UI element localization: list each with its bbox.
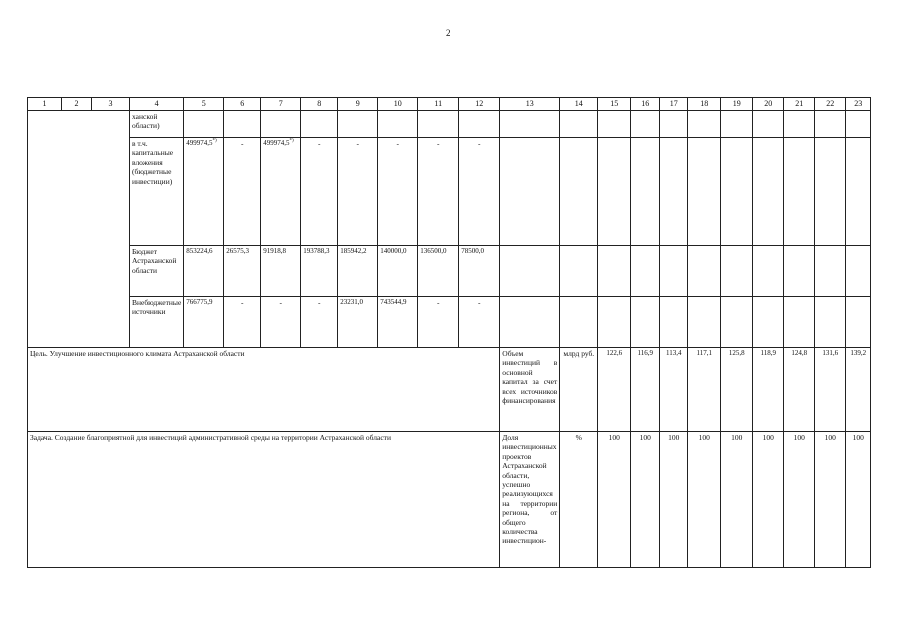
indicator-value: 139,2 xyxy=(846,348,871,432)
indicator-value: 100 xyxy=(598,432,631,568)
col-header: 17 xyxy=(660,98,688,111)
col-header: 9 xyxy=(338,98,378,111)
value-cell: 23231,0 xyxy=(338,297,378,348)
col-header: 13 xyxy=(500,98,560,111)
col-header: 3 xyxy=(92,98,130,111)
indicator-text: Объем инвестиций в основной капитал за счет всех источников финансирования xyxy=(500,348,560,432)
col-header: 4 xyxy=(130,98,184,111)
footnote-mark: *) xyxy=(212,138,217,144)
funding-source-label: Бюджет Астраханской области xyxy=(130,246,184,297)
col-header: 15 xyxy=(598,98,631,111)
value-cell: 853224,6 xyxy=(184,246,224,297)
funding-source-label: Внебюджетные источники xyxy=(130,297,184,348)
indicator-value: 100 xyxy=(721,432,753,568)
col-header: 18 xyxy=(688,98,721,111)
value-cell: - xyxy=(338,138,378,246)
col-header: 1 xyxy=(28,98,62,111)
table-row xyxy=(28,138,871,246)
col-header: 19 xyxy=(721,98,753,111)
funding-source-label: в т.ч. капитальные вложения (бюджетные инвестиции) xyxy=(130,138,184,246)
unit-cell: млрд руб. xyxy=(560,348,598,432)
value-cell: 26575,3 xyxy=(224,246,261,297)
value-cell: - xyxy=(459,297,500,348)
goal-text: Цель. Улучшение инвестиционного климата Астраханской области xyxy=(28,348,500,432)
value-cell: 743544,9 xyxy=(378,297,418,348)
indicator-value: 118,9 xyxy=(753,348,784,432)
indicator-value: 100 xyxy=(660,432,688,568)
col-header: 2 xyxy=(62,98,92,111)
col-header: 20 xyxy=(753,98,784,111)
indicator-value: 100 xyxy=(784,432,815,568)
value-cell: - xyxy=(301,138,338,246)
indicator-value: 100 xyxy=(846,432,871,568)
column-number-row xyxy=(28,98,871,111)
col-header: 23 xyxy=(846,98,871,111)
col-header: 21 xyxy=(784,98,815,111)
funding-source-label: ханской области) xyxy=(130,111,184,138)
value-cell: - xyxy=(418,297,459,348)
indicator-text: Доля инвестиционных проектов Астраханской области, успешно реализующихся на территории региона, от общего количества инвестицион- xyxy=(500,432,560,568)
indicator-value: 125,8 xyxy=(721,348,753,432)
col-header: 11 xyxy=(418,98,459,111)
value-cell: 193788,3 xyxy=(301,246,338,297)
page-number: 2 xyxy=(446,28,451,38)
program-table xyxy=(27,97,871,568)
value-cell: - xyxy=(224,297,261,348)
value-cell: - xyxy=(418,138,459,246)
indicator-value: 100 xyxy=(631,432,660,568)
col-header: 8 xyxy=(301,98,338,111)
value-cell: - xyxy=(261,297,301,348)
task-row xyxy=(28,432,871,568)
col-header: 6 xyxy=(224,98,261,111)
value-cell: - xyxy=(301,297,338,348)
indicator-value: 113,4 xyxy=(660,348,688,432)
col-header: 5 xyxy=(184,98,224,111)
footnote-mark: *) xyxy=(289,138,294,144)
col-header: 14 xyxy=(560,98,598,111)
indicator-value: 100 xyxy=(753,432,784,568)
value-cell: - xyxy=(459,138,500,246)
col-header: 12 xyxy=(459,98,500,111)
col-header: 16 xyxy=(631,98,660,111)
value-cell: 499974,5 xyxy=(186,139,213,147)
table-row xyxy=(28,111,871,138)
indicator-value: 117,1 xyxy=(688,348,721,432)
value-cell: - xyxy=(224,138,261,246)
goal-row xyxy=(28,348,871,432)
unit-cell: % xyxy=(560,432,598,568)
value-cell: 766775,9 xyxy=(184,297,224,348)
task-text: Задача. Создание благоприятной для инвестиций административной среды на территории Астраханской области xyxy=(28,432,500,568)
value-cell: 140000,0 xyxy=(378,246,418,297)
indicator-value: 122,6 xyxy=(598,348,631,432)
indicator-value: 131,6 xyxy=(815,348,846,432)
value-cell: 78500,0 xyxy=(459,246,500,297)
indicator-value: 124,8 xyxy=(784,348,815,432)
col-header: 7 xyxy=(261,98,301,111)
value-cell: 185942,2 xyxy=(338,246,378,297)
col-header: 22 xyxy=(815,98,846,111)
indicator-value: 116,9 xyxy=(631,348,660,432)
col-header: 10 xyxy=(378,98,418,111)
value-cell: 136500,0 xyxy=(418,246,459,297)
table-row xyxy=(28,297,871,348)
value-cell: - xyxy=(378,138,418,246)
value-cell: 499974,5 xyxy=(263,139,290,147)
indicator-value: 100 xyxy=(688,432,721,568)
indicator-value: 100 xyxy=(815,432,846,568)
value-cell: 91918,8 xyxy=(261,246,301,297)
empty-merged-cell xyxy=(28,111,130,348)
table-row xyxy=(28,246,871,297)
